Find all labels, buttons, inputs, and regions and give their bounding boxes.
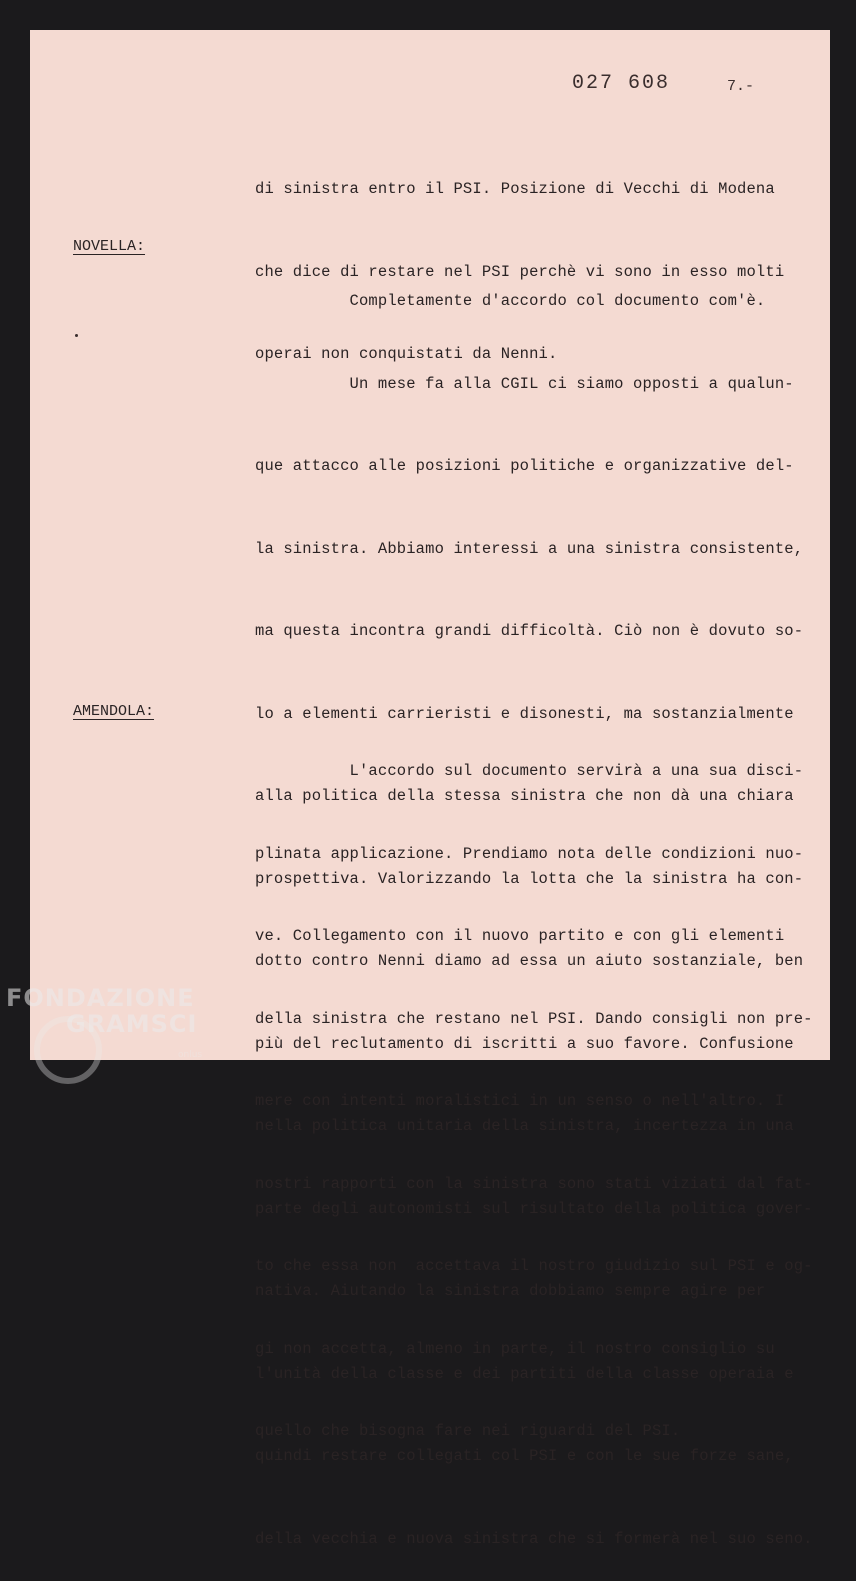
text-line: plinata applicazione. Prendiamo nota delle condizioni nuo- <box>255 844 804 863</box>
text-line: della sinistra che restano nel PSI. Dando consigli non pre- <box>255 1009 813 1028</box>
text-line: nella politica unitaria della sinistra, incertezza in una <box>255 1117 794 1135</box>
text-line: di sinistra entro il PSI. Posizione di Vecchi di Modena <box>255 180 775 198</box>
text-line: gi non accetta, almeno in parte, il nostro consiglio su <box>255 1339 775 1358</box>
speaker-novella: NOVELLA: <box>73 238 146 255</box>
page-number: 7.- <box>727 78 755 95</box>
text-line: to che essa non accettava il nostro giudizio sul PSI e og- <box>255 1257 813 1275</box>
text-line: della vecchia e nuova sinistra che si formerà nel suo seno. <box>255 1529 813 1548</box>
text-line: dotto contro Nenni diamo ad essa un aiuto sostanziale, ben <box>255 952 804 970</box>
text-line: nativa. Aiutando la sinistra dobbiamo sempre agire per <box>255 1282 766 1300</box>
text-line: que attacco alle posizioni politiche e organizzative del- <box>255 457 794 475</box>
text-line: alla politica della stessa sinistra che non dà una chiara <box>255 787 794 805</box>
speaker-amendola: AMENDOLA: <box>73 703 155 720</box>
watermark-sub: onlus <box>178 1050 203 1060</box>
text-line: operai non conquistati da Nenni. <box>255 345 558 363</box>
text-line: nostri rapporti con la sinistra sono stati viziati dal fat- <box>255 1174 813 1193</box>
text-line: lo a elementi carrieristi e disonesti, ma sostanzialmente <box>255 704 794 723</box>
text-line: quello che bisogna fare nei riguardi del PSI. <box>255 1422 681 1440</box>
text-line: la sinistra. Abbiamo interessi a una sinistra consistente, <box>255 539 804 558</box>
stray-mark <box>75 334 78 337</box>
text-line: prospettiva. Valorizzando la lotta che la sinistra ha con- <box>255 869 804 888</box>
text-line: l'unità della classe e dei partiti della classe operaia e <box>255 1364 794 1383</box>
watermark-line-1: FONDAZIONE <box>6 984 195 1012</box>
text-line: che dice di restare nel PSI perchè vi sono in esso molti <box>255 262 785 281</box>
text-line: quindi restare collegati col PSI e con le sue forze sane, <box>255 1447 794 1465</box>
text-line: parte degli autonomisti sul risultato della politica gover- <box>255 1199 813 1218</box>
document-number: 027 608 <box>572 72 671 95</box>
text-line: L'accordo sul documento servirà a una sua disci- <box>255 762 804 780</box>
watermark-line-2: GRAMSCI <box>66 1010 198 1038</box>
text-line: Un mese fa alla CGIL ci siamo opposti a qualun- <box>255 374 794 393</box>
amendola-paragraph <box>255 703 813 1473</box>
watermark <box>6 984 197 1038</box>
text-line: mere con intenti moralistici in un senso o nell'altro. I <box>255 1092 785 1110</box>
text-line: ve. Collegamento con il nuovo partito e con gli elementi <box>255 927 785 945</box>
text-line: più del reclutamento di iscritti a suo favore. Confusione <box>255 1034 794 1053</box>
text-line: Completamente d'accordo col documento com'è. <box>255 292 766 310</box>
text-line: ma questa incontra grandi difficoltà. Ciò non è dovuto so- <box>255 622 804 640</box>
